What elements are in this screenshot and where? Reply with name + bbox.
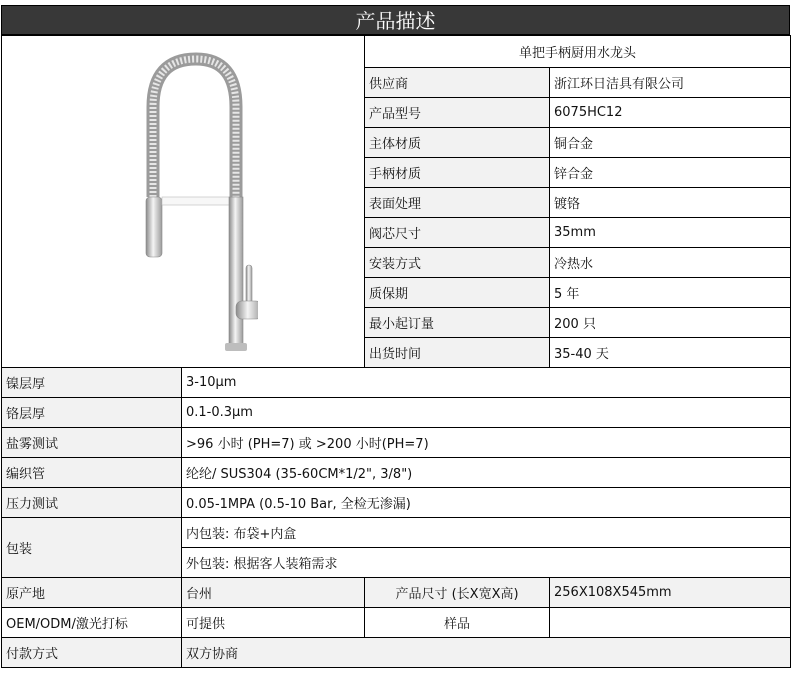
detail-label: 镍层厚 — [2, 368, 182, 398]
spec-label: 质保期 — [365, 278, 550, 308]
packaging-outer: 外包装: 根据客人装箱需求 — [182, 548, 791, 578]
spec-label: 出货时间 — [365, 338, 550, 368]
detail-value: 3-10µm — [182, 368, 791, 398]
oem-label: OEM/ODM/激光打标 — [2, 608, 182, 638]
detail-label: 铬层厚 — [2, 398, 182, 428]
spec-value: 5 年 — [550, 278, 791, 308]
origin-label: 原产地 — [2, 578, 182, 608]
spec-value: 冷热水 — [550, 248, 791, 278]
packaging-inner: 内包装: 布袋+内盒 — [182, 518, 791, 548]
sample-value — [550, 608, 791, 638]
spec-label: 手柄材质 — [365, 158, 550, 188]
spec-value: 铜合金 — [550, 128, 791, 158]
spec-label: 阀芯尺寸 — [365, 218, 550, 248]
spec-value: 35mm — [550, 218, 791, 248]
spec-value: 6075HC12 — [550, 98, 791, 128]
detail-value: 0.1-0.3µm — [182, 398, 791, 428]
oem-value: 可提供 — [182, 608, 365, 638]
spec-label: 最小起订量 — [365, 308, 550, 338]
spec-value: 浙江环日洁具有限公司 — [550, 68, 791, 98]
packaging-label: 包装 — [2, 518, 182, 578]
spec-table — [1, 35, 791, 668]
product-image-cell — [2, 36, 365, 368]
kitchen-faucet-icon — [108, 47, 258, 357]
spec-label: 表面处理 — [365, 188, 550, 218]
spec-value: 35-40 天 — [550, 338, 791, 368]
size-value: 256X108X545mm — [550, 578, 791, 608]
payment-value: 双方协商 — [182, 638, 791, 668]
spec-label: 安装方式 — [365, 248, 550, 278]
detail-value: >96 小时 (PH=7) 或 >200 小时(PH=7) — [182, 428, 791, 458]
sheet-title: 产品描述 — [1, 5, 790, 35]
detail-label: 压力测试 — [2, 488, 182, 518]
spec-label: 产品型号 — [365, 98, 550, 128]
sample-label: 样品 — [365, 608, 550, 638]
spec-value: 镀铬 — [550, 188, 791, 218]
spec-value: 200 只 — [550, 308, 791, 338]
product-spec-sheet — [1, 1, 791, 690]
detail-value: 纶纶/ SUS304 (35-60CM*1/2", 3/8") — [182, 458, 791, 488]
product-name: 单把手柄厨用水龙头 — [365, 36, 791, 68]
spec-label: 主体材质 — [365, 128, 550, 158]
spec-label: 供应商 — [365, 68, 550, 98]
detail-label: 盐雾测试 — [2, 428, 182, 458]
detail-value: 0.05-1MPA (0.5-10 Bar, 全检无渗漏) — [182, 488, 791, 518]
origin-value: 台州 — [182, 578, 365, 608]
spec-value: 锌合金 — [550, 158, 791, 188]
payment-label: 付款方式 — [2, 638, 182, 668]
size-label: 产品尺寸 (长X宽X高) — [365, 578, 550, 608]
detail-label: 编织管 — [2, 458, 182, 488]
